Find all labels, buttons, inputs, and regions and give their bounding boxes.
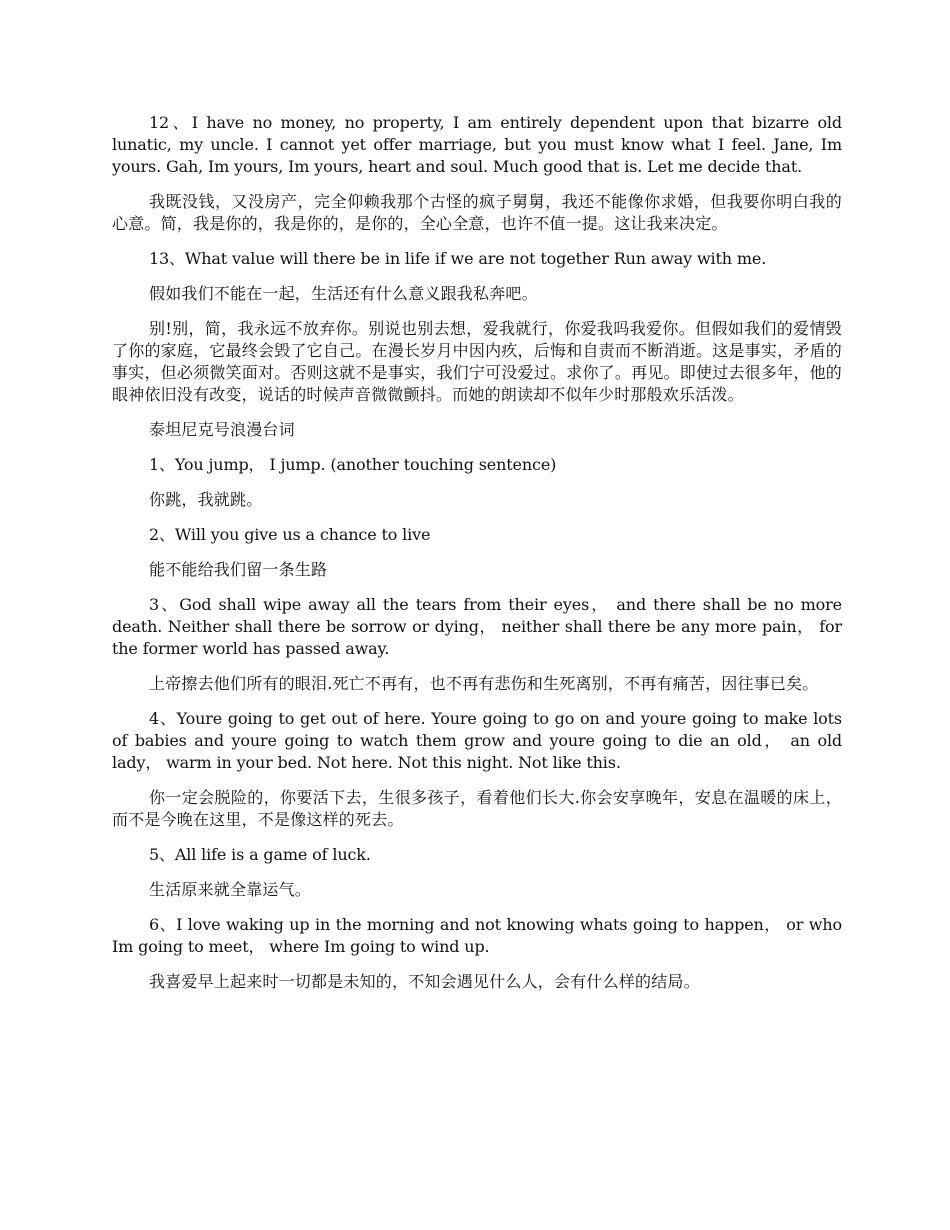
paragraph-titanic-2-zh: 能不能给我们留一条生路: [149, 560, 328, 579]
paragraph-titanic-5-zh: 生活原来就全靠运气。: [149, 880, 312, 899]
section-heading-titanic: 泰坦尼克号浪漫台词: [149, 420, 295, 439]
paragraph-narrative-zh: 别!别，简，我永远不放弃你。别说也别去想，爱我就行，你爱我吗我爱你。但假如我们的爱情毁了你的家庭，它最终会毁了它自己。在漫长岁月中因内疚，后悔和自责而不断消逝。这是事实，矛盾的事实，但必须微笑面对。否则这就不是事实，我们宁可没爱过。求你了。再见。即使过去很多年，他的眼神依旧没有改变，说话的时候声音微微颤抖。而她的朗读却不似年少时那般欢乐活泼。: [112, 319, 842, 404]
paragraph-titanic-3-zh: 上帝擦去他们所有的眼泪.死亡不再有，也不再有悲伤和生死离别，不再有痛苦，因往事已矣。: [149, 674, 819, 693]
paragraph-titanic-4-en: 4、Youre going to get out of here. Youre going to go on and youre going to make lots of babies and youre going to watch them grow and youre going to die an old， an old lady， warm in your bed. Not here. Not this night. Not like this.: [112, 709, 842, 772]
paragraph-titanic-6-zh: 我喜爱早上起来时一切都是未知的，不知会遇见什么人，会有什么样的结局。: [149, 972, 700, 991]
paragraph-titanic-2-en: 2、Will you give us a chance to live: [149, 525, 431, 544]
paragraph-quote-12-zh: 我既没钱，又没房产，完全仰赖我那个古怪的疯子舅舅，我还不能像你求婚，但我要你明白我的心意。简，我是你的，我是你的，是你的，全心全意，也许不值一提。这让我来决定。: [112, 192, 842, 233]
paragraph-titanic-1-en: 1、You jump， I jump. (another touching sentence): [149, 455, 557, 474]
paragraph-quote-12-en: 12、I have no money, no property, I am entirely dependent upon that bizarre old lunatic, my uncle. I cannot yet offer marriage, but you must know what I feel. Jane, Im yours. Gah, Im yours, Im yours, heart and soul. Much good that is. Let me decide that.: [112, 113, 842, 176]
document-body: [112, 112, 842, 1006]
paragraph-quote-13-en: 13、What value will there be in life if we are not together Run away with me.: [149, 249, 767, 268]
paragraph-titanic-1-zh: 你跳，我就跳。: [149, 490, 263, 509]
paragraph-titanic-6-en: 6、I love waking up in the morning and not knowing whats going to happen， or who Im going to meet， where Im going to wind up.: [112, 915, 842, 956]
paragraph-titanic-5-en: 5、All life is a game of luck.: [149, 845, 371, 864]
paragraph-titanic-3-en: 3、God shall wipe away all the tears from their eyes， and there shall be no more death. Neither shall there be sorrow or dying， neither shall there be any more pain， for the former world has passed away.: [112, 595, 842, 658]
paragraph-quote-13-zh: 假如我们不能在一起，生活还有什么意义跟我私奔吧。: [149, 284, 538, 303]
paragraph-titanic-4-zh: 你一定会脱险的，你要活下去，生很多孩子，看着他们长大.你会安享晚年，安息在温暖的床上，而不是今晚在这里，不是像这样的死去。: [112, 788, 842, 829]
